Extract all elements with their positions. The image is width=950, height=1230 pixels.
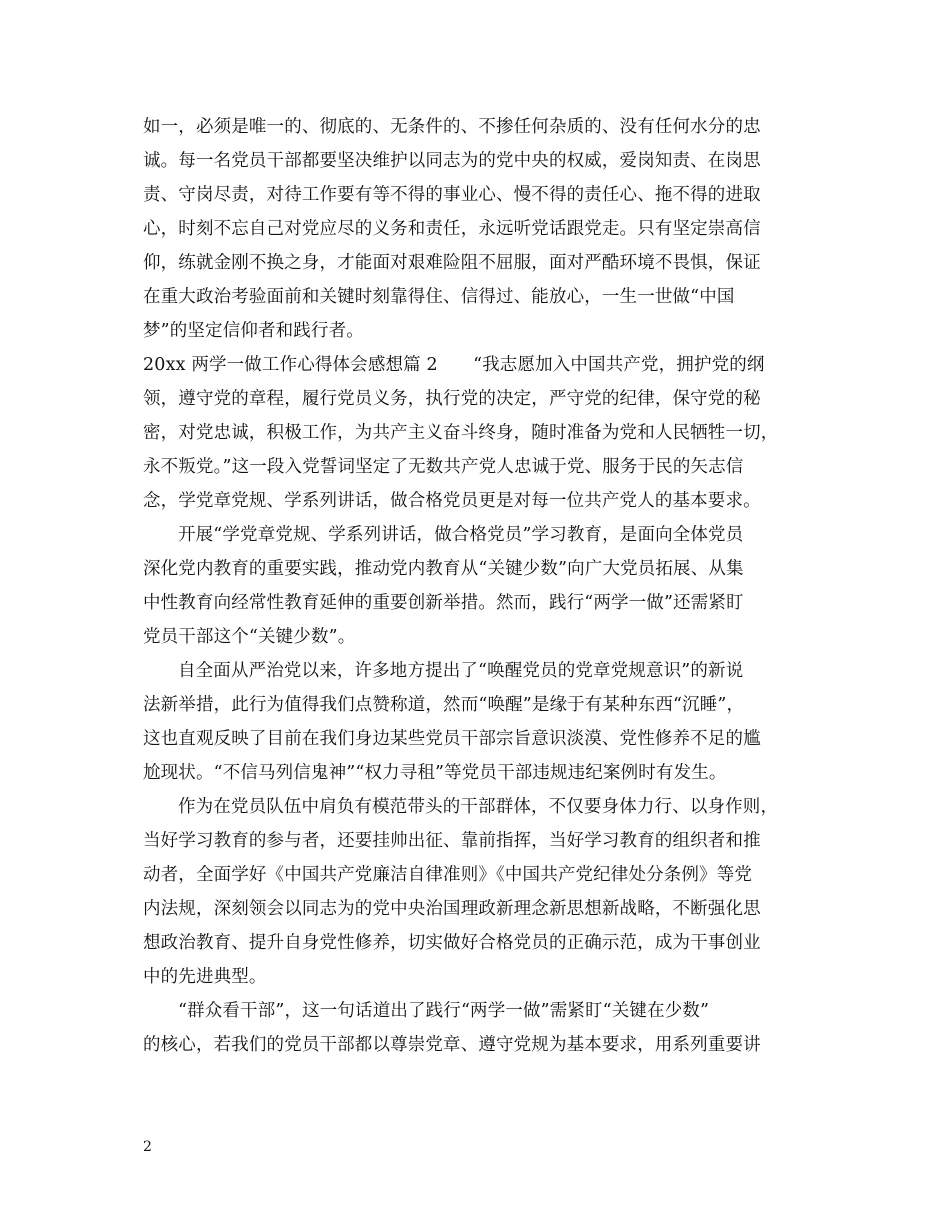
text-line: 中的先进典型。 bbox=[143, 967, 267, 987]
text-line: 诚。每一名党员干部都要坚决维护以同志为的党中央的权威，爱岗知责、在岗思 bbox=[143, 151, 761, 171]
text-line: 如一，必须是唯一的、彻底的、无条件的、不掺任何杂质的、没有任何水分的忠 bbox=[143, 117, 761, 137]
text-line: 尬现状。“不信马列信鬼神”“权力寻租”等党员干部违规违纪案例时有发生。 bbox=[143, 763, 727, 783]
text-line: 当好学习教育的参与者，还要挂帅出征、靠前指挥，当好学习教育的组织者和推 bbox=[143, 831, 761, 851]
text-line: 心，时刻不忘自己对党应尽的义务和责任，永远听党话跟党走。只有坚定崇高信 bbox=[143, 219, 761, 239]
paragraph-first-line: 作为在党员队伍中肩负有模范带头的干部群体，不仅要身体力行、以身作则， bbox=[178, 797, 779, 817]
paragraph-first-line: 自全面从严治党以来，许多地方提出了“唤醒党员的党章党规意识”的新说 bbox=[178, 661, 744, 681]
text-line: 动者，全面学好《中国共产党廉洁自律准则》《中国共产党纪律处分条例》等党 bbox=[143, 865, 752, 885]
text-line: 想政治教育、提升自身党性修养，切实做好合格党员的正确示范，成为干事创业 bbox=[143, 933, 761, 953]
page-number: 2 bbox=[143, 1139, 152, 1155]
text-line: 仰，练就金刚不换之身，才能面对艰难险阻不屈服，面对严酷环境不畏惧，保证 bbox=[143, 253, 761, 273]
text-line: 责、守岗尽责，对待工作要有等不得的事业心、慢不得的责任心、拖不得的进取 bbox=[143, 185, 761, 205]
text-line: 梦”的坚定信仰者和践行者。 bbox=[143, 321, 364, 341]
text-line: 永不叛党。”这一段入党誓词坚定了无数共产党人忠诚于党、服务于民的矢志信 bbox=[143, 457, 744, 477]
text-line: 领，遵守党的章程，履行党员义务，执行党的决定，严守党的纪律，保守党的秘 bbox=[143, 389, 761, 409]
text-line: 在重大政治考验面前和关键时刻靠得住、信得过、能放心，一生一世做“中国 bbox=[143, 287, 735, 307]
text-line: 这也直观反映了目前在我们身边某些党员干部宗旨意识淡漠、党性修养不足的尴 bbox=[143, 729, 761, 749]
text-line: 念，学党章党规、学系列讲话，做合格党员更是对每一位共产党人的基本要求。 bbox=[143, 491, 761, 511]
text-line: 党员干部这个“关键少数”。 bbox=[143, 627, 356, 647]
text-line: 的核心，若我们的党员干部都以尊崇党章、遵守党规为基本要求，用系列重要讲 bbox=[143, 1035, 761, 1055]
paragraph-first-line: “群众看干部”，这一句话道出了践行“两学一做”需紧盯“关键在少数” bbox=[178, 1001, 710, 1021]
text-line: 中性教育向经常性教育延伸的重要创新举措。然而，践行“两学一做”还需紧盯 bbox=[143, 593, 744, 613]
text-line: 内法规，深刻领会以同志为的党中央治国理政新理念新思想新战略，不断强化思 bbox=[143, 899, 761, 919]
paragraph-first-line: 开展“学党章党规、学系列讲话，做合格党员”学习教育，是面向全体党员 bbox=[178, 525, 744, 545]
text-line: 法新举措，此行为值得我们点赞称道，然而“唤醒”是缘于有某种东西“沉睡”， bbox=[143, 695, 745, 715]
text-line: 深化党内教育的重要实践，推动党内教育从“关键少数”向广大党员拓展、从集 bbox=[143, 559, 744, 579]
text-line: 密，对党忠诚，积极工作，为共产主义奋斗终身，随时准备为党和人民牺牲一切， bbox=[143, 423, 779, 443]
section-heading-line: 20xx 两学一做工作心得体会感想篇 2 “我志愿加入中国共产党，拥护党的纲 bbox=[143, 355, 765, 375]
